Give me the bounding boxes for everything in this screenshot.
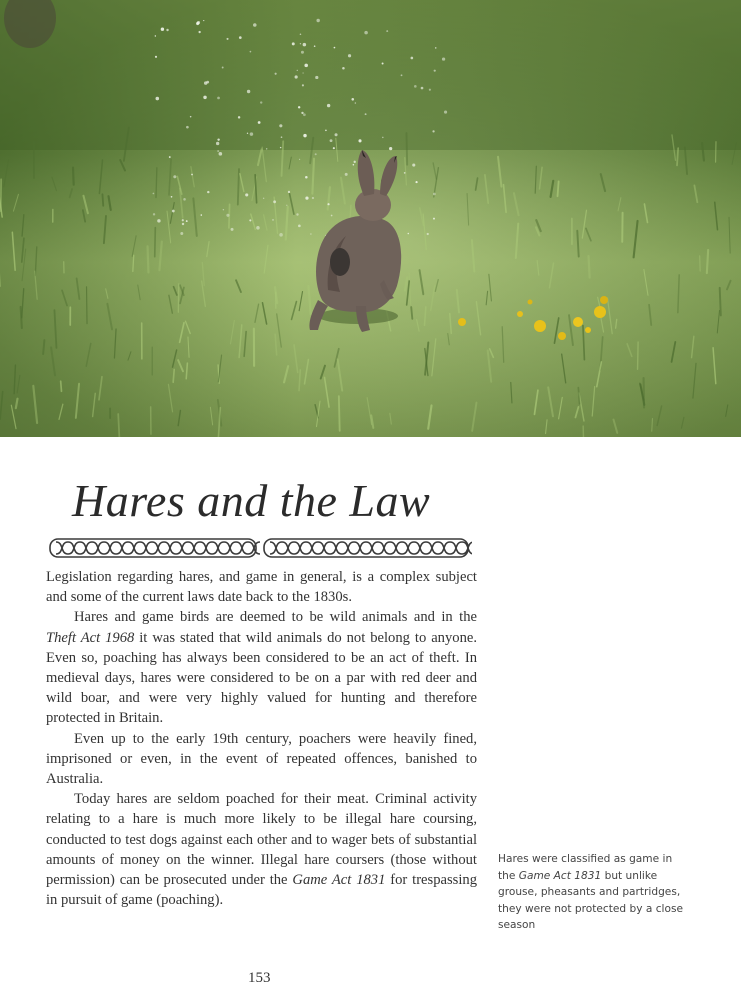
article-body — [46, 567, 477, 910]
paragraph-text: Today hares are seldom poached for their meat. Criminal activity relating to a hare is much more likely to be illegal hare coursing, conducted to test dogs against each other and to wager bets of substantial amounts of money on the winner. Illegal hare coursers (those without permission) can be prosecuted under the — [46, 791, 477, 889]
paragraph-text: Even up to the early 19th century, poachers were heavily fined, imprisoned or even, in the event of repeated offences, banished to Australia. — [46, 730, 477, 788]
article-title: Hares and the Law — [72, 475, 431, 526]
body-paragraph — [46, 567, 477, 607]
paragraph-text: for trespassing in pursuit of game (poaching). — [46, 872, 477, 909]
caption-text: Hares were classified as game in the — [498, 853, 673, 882]
body-paragraph — [46, 729, 477, 790]
photo-caption — [498, 851, 688, 934]
caption-text: but unlike grouse, pheasants and partridges, they were not protected by a close season — [498, 869, 684, 932]
italic-reference: Game Act 1831 — [292, 872, 386, 889]
italic-reference: Theft Act 1968 — [46, 629, 135, 646]
body-paragraph — [46, 789, 477, 910]
caption-italic: Game Act 1831 — [518, 869, 602, 882]
paragraph-text: Hares and game birds are deemed to be wild animals and in the — [74, 609, 477, 626]
page-number: 153 — [248, 970, 271, 986]
celtic-knot-divider — [48, 537, 472, 559]
hare-photo — [0, 0, 741, 437]
paragraph-text: Legislation regarding hares, and game in general, is a complex subject and some of the current laws date back to the 1830s. — [46, 569, 477, 606]
body-paragraph — [46, 607, 477, 728]
paragraph-text: it was stated that wild animals do not belong to anyone. Even so, poaching has always been considered to be an act of theft. In medieval days, hares were considered to be on a par with red deer and wild boar, and were very highly valued for hunting and therefore protected in Britain. — [46, 629, 477, 727]
